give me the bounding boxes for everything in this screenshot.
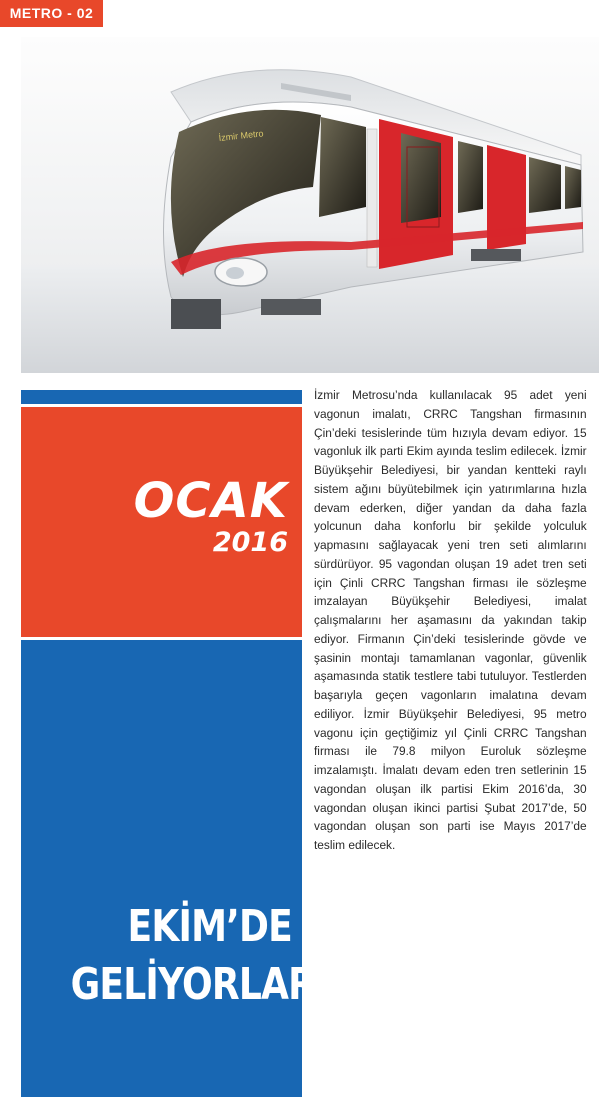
date-month: OCAK [133, 473, 288, 529]
headline-box [21, 640, 316, 1097]
headline-line-1: EKİM’DE [127, 901, 292, 952]
section-tag: METRO - 02 [0, 0, 103, 27]
train-destination-sign: İzmir Metro [218, 128, 264, 143]
blue-divider-strip [21, 390, 302, 404]
headline-line-2: GELİYORLAR [70, 959, 316, 1010]
article-body: İzmir Metrosu’nda kullanılacak 95 adet yeni vagonun imalatı, CRRC Tangshan firmasının Çin’deki tesislerinde tüm hızıyla devam ediyor. 15 vagonluk ilk parti Ekim ayında teslim edilecek. İzmir Büyükşehir Belediyesi, bir yandan kentteki raylı sistem ağını büyütebilmek için yatırımlarına hızla devam ederken, diğer yandan da daha fazla yolcunun daha konforlu bir şekilde yolculuk yapmasını sağlayacak yeni tren seti alımlarını sürdürüyor. 95 vagondan oluşan 19 adet tren seti için Çinli CRRC Tangshan firması ile sözleşme imzalayan Büyükşehir Belediyesi, imalat çalışmalarını her aşamasını da yakından takip ediyor. Firmanın Çin’deki tesislerinde gövde ve şasinin montajı tamamlanan vagonlar, güvenlik aşamasında statik testlere tabi tutuluyor. Testlerden başarıyla geçen vagonların imalatına devam ediliyor. İzmir Büyükşehir Belediyesi, 95 metro vagonu için geçtiğimiz yıl Çinli CRRC Tangshan firması ile 79.8 milyon Euroluk sözleşme imzalamıştı. İmalatı devam eden tren setlerinin 15 vagondan oluşan ilk partisi Ekim 2016’da, 30 vagondan oluşan ikinci partisi Şubat 2017’de, 50 vagondan oluşan son parti ise Mayıs 2017’de teslim edilecek. [314, 388, 587, 852]
date-year: 2016 [212, 527, 288, 558]
headline [70, 898, 316, 1014]
date-box [21, 407, 302, 637]
metro-train-image [21, 37, 599, 373]
